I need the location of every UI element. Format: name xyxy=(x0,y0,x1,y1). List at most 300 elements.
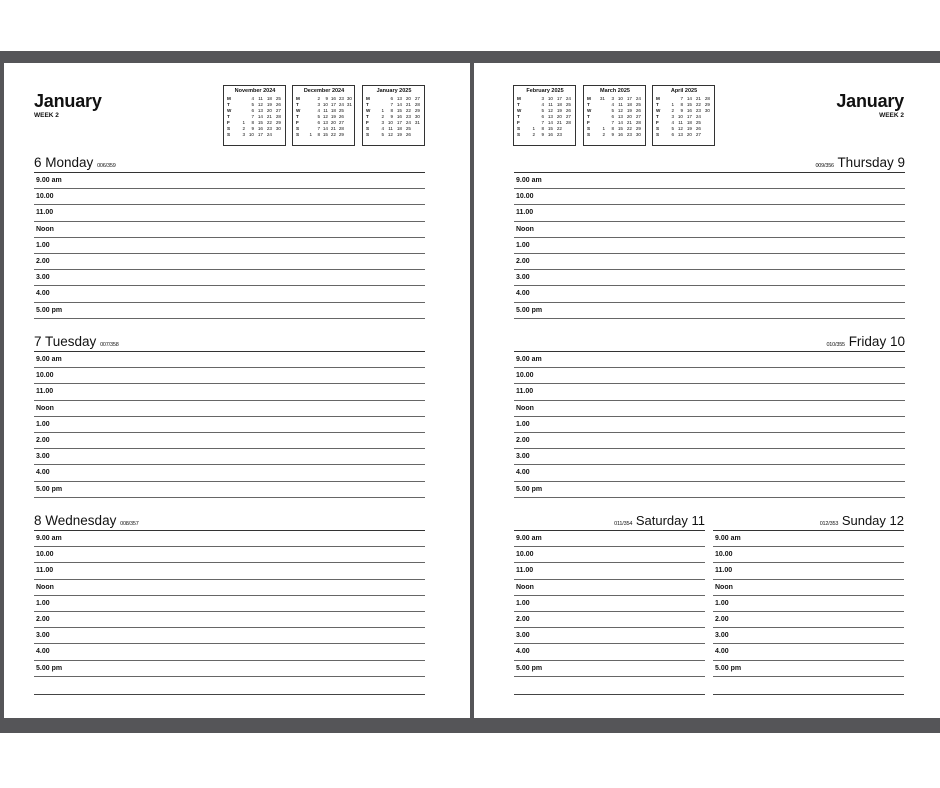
mini-calendar-grid xyxy=(517,96,573,138)
time-slot-row: Noon xyxy=(514,222,905,238)
time-slot-row: 9.00 am xyxy=(713,531,904,547)
time-slot-row: Noon xyxy=(34,401,425,417)
weekday-column xyxy=(296,96,304,138)
day-number: 12 xyxy=(889,513,904,528)
time-slot-row: Noon xyxy=(34,222,425,238)
date-number: 12 xyxy=(257,101,263,107)
mini-calendar-title: March 2025 xyxy=(600,88,630,94)
date-number: 6 xyxy=(317,119,320,125)
day-name: Monday xyxy=(45,155,94,170)
weekday-letter: W xyxy=(296,107,301,113)
date-number: 30 xyxy=(275,125,281,131)
date-number: 4 xyxy=(671,119,674,125)
day-name: Saturday xyxy=(635,513,688,528)
date-number: 21 xyxy=(330,125,336,131)
date-column xyxy=(263,96,272,138)
week-label: WEEK 2 xyxy=(34,112,59,119)
date-number: 30 xyxy=(635,131,641,137)
date-number: 15 xyxy=(547,125,553,131)
date-number: 3 xyxy=(317,101,320,107)
date-number: 14 xyxy=(322,125,328,131)
time-slot-row: 5.00 pm xyxy=(514,661,705,677)
day-number: 9 xyxy=(897,155,905,170)
date-number: 17 xyxy=(257,131,263,137)
end-rule xyxy=(514,694,705,695)
date-number: 28 xyxy=(704,96,710,101)
day-block-thursday xyxy=(514,155,905,319)
date-number: 20 xyxy=(405,96,411,101)
date-number: 28 xyxy=(635,119,641,125)
weekday-letter: F xyxy=(656,119,659,125)
weekday-letter: T xyxy=(656,101,659,107)
date-number: 24 xyxy=(266,131,272,137)
weekday-letter: S xyxy=(656,125,660,131)
day-of-year-count: 010/355 xyxy=(826,342,845,348)
day-block-monday xyxy=(34,155,425,319)
time-slot-row: 11.00 xyxy=(514,384,905,400)
date-column xyxy=(683,96,692,138)
date-number: 2 xyxy=(532,131,535,137)
day-of-year-count: 007/358 xyxy=(100,342,119,348)
date-number: 27 xyxy=(414,96,420,101)
date-number: 12 xyxy=(617,107,623,113)
date-number: 18 xyxy=(686,119,692,125)
day-number: 10 xyxy=(889,334,905,349)
date-number: 12 xyxy=(547,107,553,113)
weekday-letter: W xyxy=(517,107,522,113)
date-number: 15 xyxy=(617,125,623,131)
weekday-letter: M xyxy=(366,96,370,101)
date-number: 28 xyxy=(565,119,571,125)
date-number: 21 xyxy=(405,101,411,107)
time-slot-row: 3.00 xyxy=(514,270,905,286)
date-number: 10 xyxy=(547,96,553,101)
date-number: 25 xyxy=(695,119,701,125)
time-slot-row: 10.00 xyxy=(514,189,905,205)
date-number: 8 xyxy=(611,125,614,131)
day-number: 6 xyxy=(34,155,42,170)
date-number: 9 xyxy=(680,107,683,113)
weekday-letter: M xyxy=(587,96,591,101)
date-number: 24 xyxy=(338,101,344,107)
weekday-letter: T xyxy=(587,101,590,107)
week-label: WEEK 2 xyxy=(879,112,904,119)
time-slot-row: 3.00 xyxy=(514,628,705,644)
date-number: 22 xyxy=(266,119,272,125)
date-number: 28 xyxy=(275,113,281,119)
date-column xyxy=(665,96,674,138)
weekday-letter: F xyxy=(587,119,590,125)
date-number: 29 xyxy=(275,119,281,125)
weekday-letter: M xyxy=(517,96,521,101)
date-number: 4 xyxy=(611,101,614,107)
date-number: 14 xyxy=(617,119,623,125)
date-number: 30 xyxy=(414,113,420,119)
date-number: 30 xyxy=(704,107,710,113)
time-slot-row: 2.00 xyxy=(34,433,425,449)
time-slot-row: 11.00 xyxy=(34,205,425,221)
date-number: 9 xyxy=(325,96,328,101)
day-name: Thursday xyxy=(837,155,894,170)
time-slot-row: 4.00 xyxy=(514,286,905,302)
weekday-letter: S xyxy=(656,131,660,137)
end-rule xyxy=(713,694,904,695)
date-column xyxy=(344,96,352,138)
date-column xyxy=(320,96,328,138)
weekday-letter: S xyxy=(296,125,300,131)
day-name: Sunday xyxy=(841,513,886,528)
date-number: 26 xyxy=(695,125,701,131)
weekday-letter: M xyxy=(656,96,660,101)
time-slot-row: 1.00 xyxy=(514,596,705,612)
day-header xyxy=(514,334,905,352)
date-number: 4 xyxy=(317,107,320,113)
time-slot-row: 3.00 xyxy=(34,270,425,286)
date-number: 29 xyxy=(414,107,420,113)
date-number: 28 xyxy=(414,101,420,107)
date-column xyxy=(535,96,544,138)
weekday-letter: F xyxy=(227,119,230,125)
date-number: 19 xyxy=(626,107,632,113)
date-number: 7 xyxy=(680,96,683,101)
date-number: 22 xyxy=(695,101,701,107)
date-number: 1 xyxy=(242,119,245,125)
date-number: 11 xyxy=(388,125,393,131)
time-slot-row: Noon xyxy=(514,580,705,596)
weekday-letter: T xyxy=(227,113,230,119)
date-number: 26 xyxy=(565,107,571,113)
time-slot-row: 10.00 xyxy=(34,189,425,205)
date-number: 31 xyxy=(599,96,605,101)
date-number: 22 xyxy=(556,125,562,131)
date-column xyxy=(245,96,254,138)
mini-calendar-grid xyxy=(656,96,712,138)
weekday-letter: S xyxy=(587,131,591,137)
mini-calendar-grid xyxy=(227,96,283,138)
time-slot-row: 11.00 xyxy=(34,384,425,400)
date-number xyxy=(562,132,571,138)
date-number: 23 xyxy=(266,125,272,131)
weekday-letter: S xyxy=(517,125,521,131)
date-number: 22 xyxy=(626,125,632,131)
time-slot-row: 11.00 xyxy=(713,563,904,579)
time-slot-row: 2.00 xyxy=(713,612,904,628)
date-number: 8 xyxy=(390,107,393,113)
time-slot-row: 1.00 xyxy=(34,238,425,254)
date-number: 5 xyxy=(381,131,384,137)
date-number: 13 xyxy=(396,96,402,101)
date-number: 13 xyxy=(617,113,623,119)
date-column xyxy=(701,96,710,138)
time-slot-row: 10.00 xyxy=(514,547,705,563)
mini-calendar-title: January 2025 xyxy=(376,88,412,94)
time-slot-row: 2.00 xyxy=(34,254,425,270)
date-number: 7 xyxy=(317,125,320,131)
date-number: 3 xyxy=(611,96,614,101)
mini-calendar-title: November 2024 xyxy=(234,88,276,94)
date-number: 18 xyxy=(626,101,632,107)
time-slot-row: 5.00 pm xyxy=(514,482,905,498)
date-number: 21 xyxy=(266,113,272,119)
weekday-letter: S xyxy=(517,131,521,137)
date-number: 27 xyxy=(695,131,701,137)
date-column xyxy=(674,96,683,138)
time-slot-row: 5.00 pm xyxy=(34,661,425,677)
weekday-letter: F xyxy=(296,119,299,125)
day-header xyxy=(713,513,904,531)
date-number: 23 xyxy=(626,131,632,137)
weekday-letter: W xyxy=(366,107,371,113)
time-slot-row: 3.00 xyxy=(514,449,905,465)
time-slot-row: 10.00 xyxy=(514,368,905,384)
mini-calendar xyxy=(583,85,646,146)
mini-calendar xyxy=(652,85,715,146)
weekday-letter: T xyxy=(296,101,299,107)
date-number: 30 xyxy=(346,96,352,101)
date-number xyxy=(272,132,281,138)
date-number: 19 xyxy=(266,101,272,107)
date-number: 8 xyxy=(251,119,254,125)
date-column xyxy=(605,96,614,138)
time-slot-row: 4.00 xyxy=(34,644,425,660)
date-number: 21 xyxy=(556,119,562,125)
time-slot-row: 10.00 xyxy=(713,547,904,563)
date-number: 6 xyxy=(251,107,254,113)
day-header xyxy=(514,155,905,173)
date-number: 29 xyxy=(635,125,641,131)
date-number: 12 xyxy=(677,125,683,131)
day-of-year-count: 011/354 xyxy=(614,521,633,527)
mini-calendar-grid xyxy=(296,96,352,138)
day-header xyxy=(34,513,425,531)
date-number: 24 xyxy=(565,96,571,101)
date-column xyxy=(312,96,320,138)
day-block-sunday xyxy=(713,513,904,677)
date-number: 3 xyxy=(541,96,544,101)
date-column xyxy=(336,96,344,138)
date-number: 13 xyxy=(257,107,263,113)
date-number: 25 xyxy=(565,101,571,107)
date-number: 7 xyxy=(390,101,393,107)
date-number: 7 xyxy=(541,119,544,125)
date-number: 10 xyxy=(677,113,683,119)
date-number: 17 xyxy=(330,101,336,107)
month-title: January xyxy=(836,91,904,111)
date-number: 20 xyxy=(626,113,632,119)
date-number: 26 xyxy=(405,131,411,137)
date-number: 4 xyxy=(251,96,254,101)
date-column xyxy=(553,96,562,138)
weekday-column xyxy=(227,96,236,138)
date-number: 20 xyxy=(556,113,562,119)
date-number: 22 xyxy=(405,107,411,113)
time-slot-row: 9.00 am xyxy=(514,352,905,368)
date-column xyxy=(236,96,245,138)
date-number: 4 xyxy=(541,101,544,107)
date-column xyxy=(254,96,263,138)
date-number: 15 xyxy=(396,107,402,113)
date-number: 18 xyxy=(266,96,272,101)
weekday-letter: T xyxy=(587,113,590,119)
date-column xyxy=(596,96,605,138)
date-number: 5 xyxy=(671,125,674,131)
date-number: 5 xyxy=(541,107,544,113)
time-slot-row: 1.00 xyxy=(34,417,425,433)
weekday-column xyxy=(366,96,375,138)
date-number: 14 xyxy=(396,101,402,107)
date-number: 19 xyxy=(556,107,562,113)
weekday-letter: T xyxy=(656,113,659,119)
date-number: 23 xyxy=(695,107,701,113)
weekday-letter: S xyxy=(587,125,591,131)
day-name: Wednesday xyxy=(45,513,117,528)
weekday-letter: S xyxy=(227,131,231,137)
day-name: Tuesday xyxy=(45,334,97,349)
date-number: 9 xyxy=(541,131,544,137)
weekday-letter: F xyxy=(517,119,520,125)
day-number: 7 xyxy=(34,334,42,349)
time-slot-row: Noon xyxy=(713,580,904,596)
weekday-letter: F xyxy=(366,119,369,125)
time-slot-row: 4.00 xyxy=(34,286,425,302)
day-number: 11 xyxy=(691,513,705,528)
weekday-letter: T xyxy=(366,101,369,107)
date-number: 28 xyxy=(338,125,344,131)
date-column xyxy=(692,96,701,138)
date-number: 1 xyxy=(532,125,535,131)
date-number: 19 xyxy=(686,125,692,131)
date-number: 17 xyxy=(626,96,632,101)
date-number: 14 xyxy=(257,113,263,119)
date-number: 13 xyxy=(677,131,683,137)
mini-calendar-title: February 2025 xyxy=(526,88,564,94)
date-number: 3 xyxy=(381,119,384,125)
date-number: 9 xyxy=(611,131,614,137)
date-number: 5 xyxy=(611,107,614,113)
date-number: 11 xyxy=(323,107,328,113)
weekday-letter: M xyxy=(296,96,300,101)
date-number: 10 xyxy=(617,96,623,101)
date-column xyxy=(411,96,420,138)
day-of-year-count: 008/357 xyxy=(120,521,139,527)
day-of-year-count: 009/356 xyxy=(815,163,834,169)
date-number: 1 xyxy=(381,107,384,113)
date-number: 2 xyxy=(381,113,384,119)
weekday-letter: T xyxy=(517,113,520,119)
date-number: 17 xyxy=(556,96,562,101)
date-number: 20 xyxy=(266,107,272,113)
date-number: 6 xyxy=(671,131,674,137)
date-number: 16 xyxy=(686,107,692,113)
time-slot-row: 9.00 am xyxy=(514,531,705,547)
time-slot-row: 3.00 xyxy=(34,449,425,465)
time-slot-row: 3.00 xyxy=(34,628,425,644)
date-number: 26 xyxy=(338,113,344,119)
date-column xyxy=(623,96,632,138)
date-number: 21 xyxy=(626,119,632,125)
date-number: 6 xyxy=(390,96,393,101)
date-column xyxy=(384,96,393,138)
weekday-letter: T xyxy=(517,101,520,107)
date-column xyxy=(272,96,281,138)
date-number: 2 xyxy=(242,125,245,131)
date-number: 2 xyxy=(671,107,674,113)
date-number: 12 xyxy=(387,131,393,137)
date-number: 19 xyxy=(330,113,336,119)
date-number: 8 xyxy=(680,101,683,107)
date-number: 17 xyxy=(686,113,692,119)
date-number: 25 xyxy=(338,107,344,113)
date-number: 20 xyxy=(686,131,692,137)
date-number: 27 xyxy=(275,107,281,113)
day-block-wednesday xyxy=(34,513,425,677)
day-header xyxy=(34,334,425,352)
date-column xyxy=(328,96,336,138)
time-slot-row: Noon xyxy=(34,580,425,596)
date-number: 24 xyxy=(635,96,641,101)
time-slot-row: 3.00 xyxy=(713,628,904,644)
date-number: 16 xyxy=(617,131,623,137)
weekday-letter: T xyxy=(227,101,230,107)
date-number: 11 xyxy=(548,101,553,107)
date-number: 27 xyxy=(338,119,344,125)
date-column xyxy=(526,96,535,138)
date-column xyxy=(632,96,641,138)
time-slot-row: 4.00 xyxy=(713,644,904,660)
date-number: 10 xyxy=(322,101,328,107)
weekday-letter: S xyxy=(366,125,370,131)
right-diary-page xyxy=(474,63,940,718)
time-slot-row: 9.00 am xyxy=(34,531,425,547)
mini-calendar-grid xyxy=(366,96,422,138)
date-number: 2 xyxy=(602,131,605,137)
date-number: 8 xyxy=(541,125,544,131)
date-number: 7 xyxy=(251,113,254,119)
date-number: 18 xyxy=(330,107,336,113)
date-column xyxy=(304,96,312,138)
date-number: 8 xyxy=(317,131,320,137)
weekday-column xyxy=(656,96,665,138)
date-number: 5 xyxy=(251,101,254,107)
time-slot-row: 1.00 xyxy=(34,596,425,612)
date-number: 15 xyxy=(257,119,263,125)
time-slot-row: 11.00 xyxy=(34,563,425,579)
date-number: 2 xyxy=(317,96,320,101)
date-column xyxy=(393,96,402,138)
date-number: 11 xyxy=(618,101,623,107)
mini-calendar xyxy=(362,85,425,146)
date-column xyxy=(375,96,384,138)
date-number xyxy=(411,132,420,138)
time-slot-row: 11.00 xyxy=(514,205,905,221)
date-number: 6 xyxy=(541,113,544,119)
day-block-saturday xyxy=(514,513,705,677)
weekday-letter: W xyxy=(227,107,232,113)
day-header xyxy=(514,513,705,531)
date-number: 16 xyxy=(396,113,402,119)
date-number: 11 xyxy=(678,119,683,125)
date-number: 16 xyxy=(547,131,553,137)
date-number: 5 xyxy=(317,113,320,119)
date-number: 3 xyxy=(671,113,674,119)
end-rule xyxy=(34,694,425,695)
weekday-column xyxy=(517,96,526,138)
mini-calendar xyxy=(513,85,576,146)
date-number: 1 xyxy=(671,101,674,107)
date-number: 15 xyxy=(686,101,692,107)
mini-calendar-title: December 2024 xyxy=(303,88,345,94)
date-number: 20 xyxy=(330,119,336,125)
